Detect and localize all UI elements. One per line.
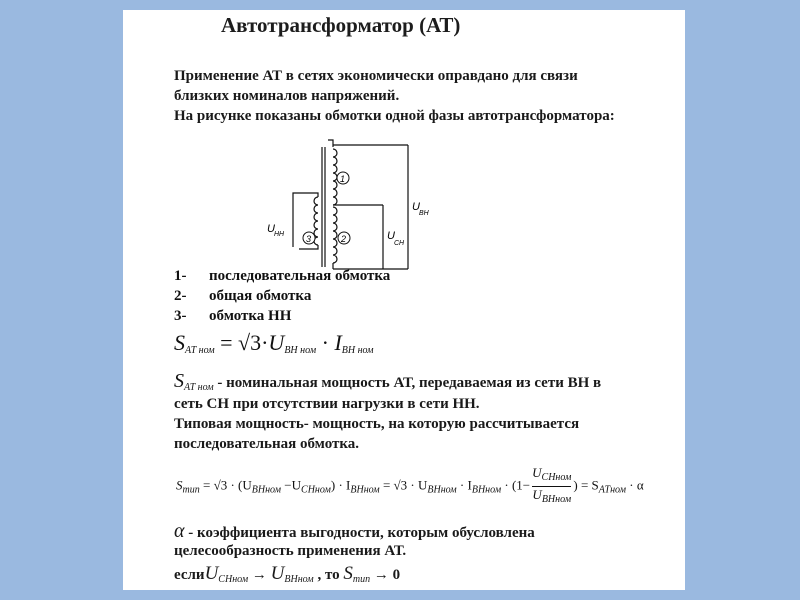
intro-line-1: Применение АТ в сетях экономически оправдано для связи [174,68,578,84]
winding-item-1: 1- последовательная обмотка [174,268,391,284]
alpha-def-line-1: α - коэффициента выгодности, которым обусловлена [174,520,535,542]
autotransformer-diagram [123,135,685,275]
fraction: $U_{СНном}$ $U_{ВНном}$ [532,465,572,505]
slide [123,10,685,590]
winding-item-3: 3- обмотка НН [174,308,292,324]
intro-line-3: На рисунке показаны обмотки одной фазы автотрансформатора: [174,108,615,124]
intro-line-2: близких номиналов напряжений. [174,88,400,104]
winding-item-2: 2- общая обмотка [174,288,312,304]
typical-line-2: последовательная обмотка. [174,436,360,452]
def-s-line-2: сеть СН при отсутствии нагрузки в сети НН. [174,396,480,412]
u-vn-sub: ВН [419,210,429,217]
u-sn-label: U [387,230,395,242]
formula-s-typ: $S_{тип} = √3 \cdot (U_{ВНном} -U_{СНном}) \cdot I_{ВНном} = √3 \cdot U_{ВНном} \cdot I_{ВНном} \cdot (1-$ $U_{СНном}$ $U_{ВНном}$ ) = $S_{АТном} \cdot \alpha$ [176,465,644,508]
typical-line-1: Типовая мощность- мощность, на которую рассчитывается [174,416,580,432]
u-sn-sub: СН [394,240,405,247]
formula-s-at-nom: $S_{AT ном} = √3\cdot U_{ВН ном} \cdot I_{ВН ном}$ [174,330,374,356]
coil-1-label: 1 [340,174,346,184]
coil-3-label: 3 [306,234,312,244]
u-nn-label: U [267,223,275,235]
u-nn-sub: НН [274,231,285,238]
slide-title: Автотрансформатор (АТ) [221,13,461,37]
alpha-def-line-2: целесообразность применения АТ. [174,543,407,559]
conclusion-line: еслиU$_{СНном}$ → $U_{ВНном}$ , то $S_{тип} \to 0$ [174,563,401,585]
def-s-line-1: $S_{AT ном}$ - номинальная мощность АТ, передаваемая из сети ВН в [174,370,602,393]
coil-2-label: 2 [341,234,347,244]
u-vn-label: U [412,201,420,213]
